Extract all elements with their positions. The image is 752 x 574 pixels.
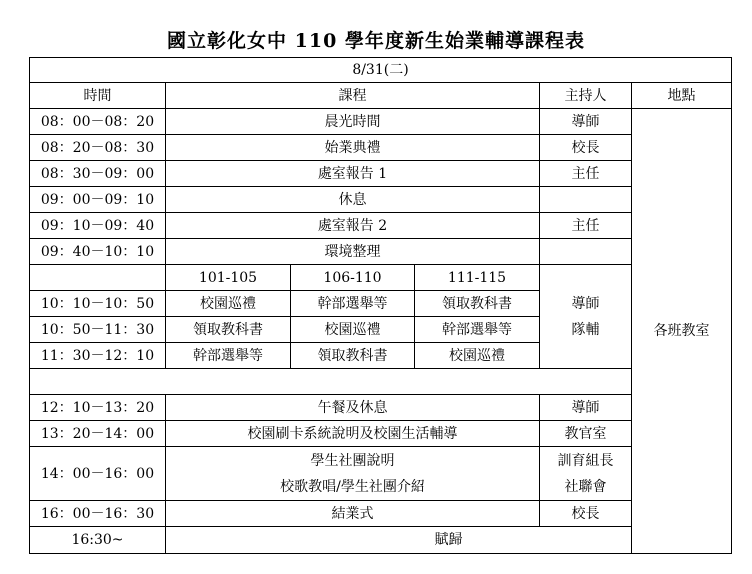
rotation-host <box>540 265 632 369</box>
rotation-activity: 幹部選舉等 <box>291 291 415 317</box>
rotation-activity: 校園巡禮 <box>415 343 540 369</box>
row-time: 11：30－12：10 <box>30 343 166 369</box>
row-time: 16：00－16：30 <box>30 501 166 527</box>
row-course: 午餐及休息 <box>166 395 540 421</box>
row-course: 結業式 <box>166 501 540 527</box>
row-host <box>540 239 632 265</box>
table-row <box>30 395 732 421</box>
table-row <box>30 239 732 265</box>
table-row <box>30 109 732 135</box>
header-location: 地點 <box>632 83 732 109</box>
course-line: 校歌教唱/學生社團介紹 <box>280 478 425 495</box>
row-host: 教官室 <box>540 421 632 447</box>
row-host: 主任 <box>540 213 632 239</box>
row-course: 處室報告 1 <box>166 161 540 187</box>
row-host: 導師 <box>540 109 632 135</box>
header-host: 主持人 <box>540 83 632 109</box>
row-time: 09：40－10：10 <box>30 239 166 265</box>
row-time: 08：30－09：00 <box>30 161 166 187</box>
row-time: 13：20－14：00 <box>30 421 166 447</box>
class-group-row <box>30 265 732 291</box>
row-host: 主任 <box>540 161 632 187</box>
schedule-date: 8/31(二) <box>30 58 732 83</box>
row-course <box>166 447 540 501</box>
header-row <box>30 83 732 109</box>
row-course: 休息 <box>166 187 540 213</box>
rotation-activity: 領取教科書 <box>415 291 540 317</box>
row-course: 環境整理 <box>166 239 540 265</box>
class-group-label: 111-115 <box>415 265 540 291</box>
rotation-activity: 幹部選舉等 <box>166 343 291 369</box>
row-time: 09：00－09：10 <box>30 187 166 213</box>
row-course: 處室報告 2 <box>166 213 540 239</box>
rotation-activity: 校園巡禮 <box>166 291 291 317</box>
table-row <box>30 527 732 554</box>
class-group-time-blank <box>30 265 166 291</box>
table-row <box>30 187 732 213</box>
row-time: 10：10－10：50 <box>30 291 166 317</box>
class-group-label: 106-110 <box>291 265 415 291</box>
rotation-activity: 領取教科書 <box>291 343 415 369</box>
table-row <box>30 213 732 239</box>
table-row <box>30 421 732 447</box>
row-time: 08：20－08：30 <box>30 135 166 161</box>
blank-separator-row <box>30 369 732 395</box>
row-host <box>540 187 632 213</box>
row-host: 校長 <box>540 135 632 161</box>
rotation-activity: 幹部選舉等 <box>415 317 540 343</box>
rotation-host-line: 導師 <box>571 295 600 312</box>
page-title: 國立彰化女中 110 學年度新生始業輔導課程表 <box>167 30 585 52</box>
row-host <box>540 447 632 501</box>
header-course: 課程 <box>166 83 540 109</box>
table-row <box>30 447 732 501</box>
blank-separator <box>30 369 632 395</box>
rotation-activity: 校園巡禮 <box>291 317 415 343</box>
class-group-label: 101-105 <box>166 265 291 291</box>
row-course: 始業典禮 <box>166 135 540 161</box>
rotation-activity: 領取教科書 <box>166 317 291 343</box>
row-time: 16:30~ <box>30 527 166 554</box>
table-row <box>30 501 732 527</box>
course-line: 學生社團說明 <box>310 452 395 469</box>
location-cell: 各班教室 <box>632 109 732 554</box>
header-time: 時間 <box>30 83 166 109</box>
table-row <box>30 161 732 187</box>
row-time: 09：10－09：40 <box>30 213 166 239</box>
row-time: 08：00－08：20 <box>30 109 166 135</box>
host-line: 社聯會 <box>564 478 607 495</box>
row-host: 校長 <box>540 501 632 527</box>
table-row <box>30 135 732 161</box>
schedule-table <box>29 57 732 554</box>
row-course: 賦歸 <box>166 527 732 554</box>
row-course: 校園刷卡系統說明及校園生活輔導 <box>166 421 540 447</box>
row-host: 導師 <box>540 395 632 421</box>
rotation-host-line: 隊輔 <box>571 321 600 338</box>
row-course: 晨光時間 <box>166 109 540 135</box>
row-time: 12：10－13：20 <box>30 395 166 421</box>
row-time: 14：00－16：00 <box>30 447 166 501</box>
row-time: 10：50－11：30 <box>30 317 166 343</box>
host-line: 訓育組長 <box>557 452 614 469</box>
